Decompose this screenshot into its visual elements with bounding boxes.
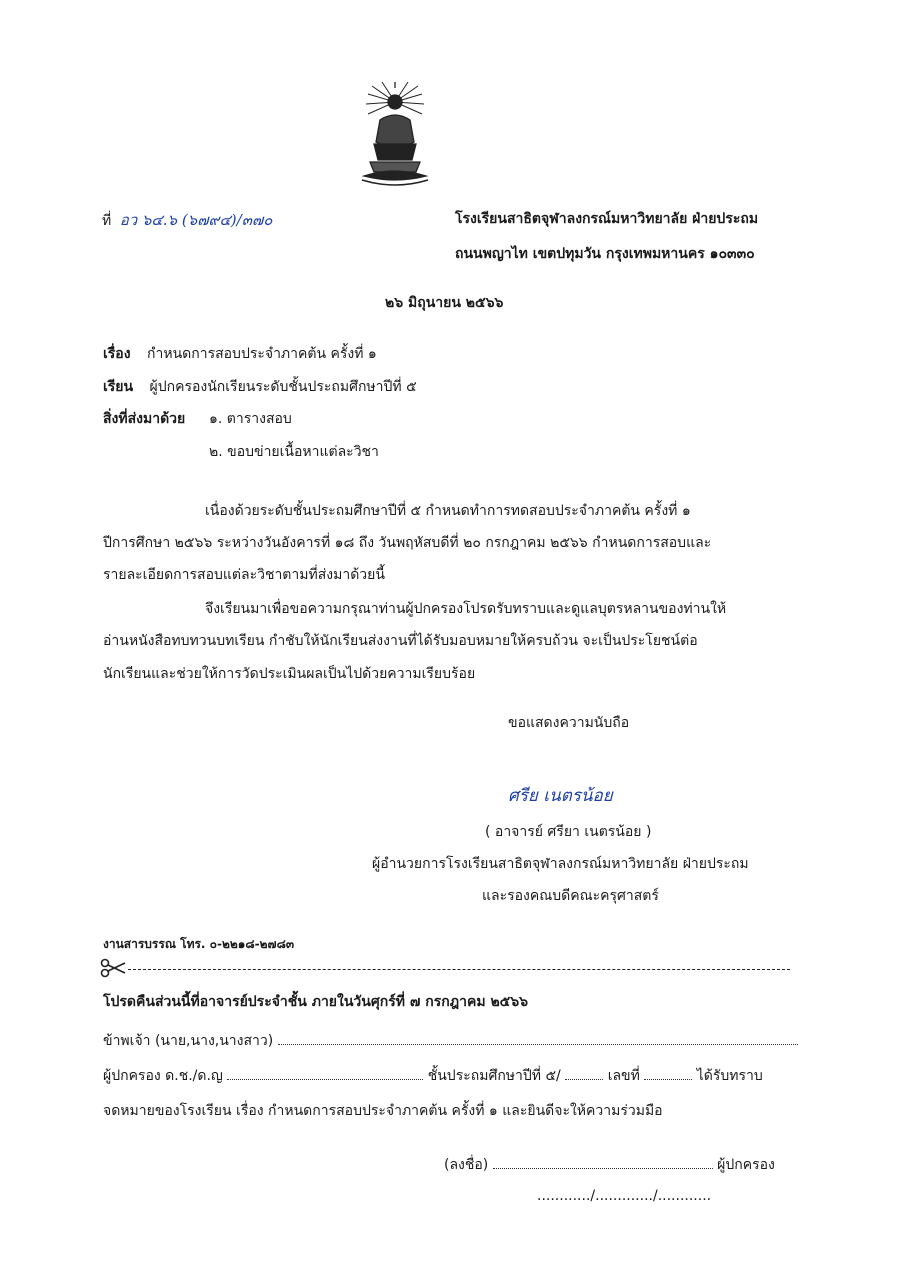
chulalongkorn-emblem-icon bbox=[360, 80, 430, 190]
student-number-label: เลขที่ bbox=[607, 1068, 640, 1084]
reference-label: ที่ bbox=[102, 213, 112, 229]
slip-line-2 bbox=[103, 1065, 763, 1087]
subject-text: กำหนดการสอบประจำภาคต้น ครั้งที่ ๑ bbox=[147, 346, 377, 362]
student-name-label: ผู้ปกครอง ด.ช./ด.ญ bbox=[103, 1068, 223, 1084]
body-paragraph-1-line-3: รายละเอียดการสอบแต่ละวิชาตามที่ส่งมาด้วยนี้ bbox=[103, 567, 385, 583]
signature-date-field[interactable]: ............/............./............ bbox=[537, 1188, 712, 1204]
class-label: ชั้นประถมศึกษาปีที่ ๕/ bbox=[427, 1068, 561, 1084]
scissors-icon bbox=[100, 958, 126, 978]
letter-date: ๒๖ มิถุนายน ๒๕๖๖ bbox=[385, 295, 504, 311]
slip-line-1 bbox=[103, 1030, 798, 1052]
signatory-title-2: และรองคณบดีคณะครุศาสตร์ bbox=[482, 888, 659, 904]
student-number-field[interactable] bbox=[644, 1065, 692, 1080]
closing-phrase: ขอแสดงความนับถือ bbox=[508, 715, 630, 731]
body-paragraph-2-line-1: จึงเรียนมาเพื่อขอความกรุณาท่านผู้ปกครองโปรดรับทราบและดูแลบุตรหลานของท่านให้ bbox=[205, 601, 727, 617]
enclosures-line bbox=[103, 408, 292, 430]
parent-signature-field[interactable] bbox=[493, 1154, 713, 1169]
school-name: โรงเรียนสาธิตจุฬาลงกรณ์มหาวิทยาลัย ฝ่ายประถม bbox=[455, 211, 759, 227]
return-notice: โปรดคืนส่วนนี้ที่อาจารย์ประจำชั้น ภายในวันศุกร์ที่ ๗ กรกฎาคม ๒๕๖๖ bbox=[103, 994, 529, 1010]
student-name-field[interactable] bbox=[227, 1065, 423, 1080]
signature-handwritten: ศรีย เนตรน้อย bbox=[508, 786, 613, 806]
slip-line-3: จดหมายของโรงเรียน เรื่อง กำหนดการสอบประจำภาคต้น ครั้งที่ ๑ และยินดีจะให้ความร่วมมือ bbox=[103, 1103, 663, 1119]
cut-line bbox=[128, 969, 790, 970]
body-paragraph-1-line-2: ปีการศึกษา ๒๕๖๖ ระหว่างวันอังคารที่ ๑๘ ถึง วันพฤหัสบดีที่ ๒๐ กรกฎาคม ๒๕๖๖ กำหนดการสอบและ bbox=[103, 535, 712, 551]
recipient-line bbox=[103, 376, 417, 398]
signatory-name: ( อาจารย์ ศรียา เนตรน้อย ) bbox=[485, 824, 652, 840]
signature-label: (ลงชื่อ) bbox=[444, 1157, 489, 1173]
reference-number bbox=[102, 208, 272, 232]
parent-name-label: ข้าพเจ้า (นาย,นาง,นางสาว) bbox=[103, 1033, 274, 1049]
recipient-label: เรียน bbox=[103, 379, 134, 395]
school-address: ถนนพญาไท เขตปทุมวัน กรุงเทพมหานคร ๑๐๓๓๐ bbox=[455, 246, 755, 262]
body-paragraph-2-line-2: อ่านหนังสือทบทวนบทเรียน กำชับให้นักเรียนส่งงานที่ได้รับมอบหมายให้ครบถ้วน จะเป็นประโยชน์ต่อ bbox=[103, 633, 698, 649]
signatory-title: ผู้อำนวยการโรงเรียนสาธิตจุฬาลงกรณ์มหาวิทยาลัย ฝ่ายประถม bbox=[372, 856, 749, 872]
recipient-text: ผู้ปกครองนักเรียนระดับชั้นประถมศึกษาปีที่ ๕ bbox=[149, 379, 417, 395]
enclosure-item: ๒. ขอบข่ายเนื้อหาแต่ละวิชา bbox=[209, 444, 379, 460]
class-room-field[interactable] bbox=[565, 1065, 603, 1080]
subject-label: เรื่อง bbox=[103, 346, 131, 362]
parent-signature-line bbox=[444, 1154, 775, 1176]
reference-handwritten: อว ๖๔.๖ (๖๗๙๔)/๓๗๐ bbox=[119, 211, 273, 229]
body-paragraph-1-line-1: เนื่องด้วยระดับชั้นประถมศึกษาปีที่ ๕ กำหนดทำการทดสอบประจำภาคต้น ครั้งที่ ๑ bbox=[205, 503, 691, 519]
enclosure-item: ๑. ตารางสอบ bbox=[209, 411, 292, 427]
contact-phone: งานสารบรรณ โทร. ๐-๒๒๑๘-๒๗๘๓ bbox=[103, 937, 295, 951]
enclosures-label: สิ่งที่ส่งมาด้วย bbox=[103, 411, 186, 427]
subject-line bbox=[103, 343, 377, 365]
body-paragraph-2-line-3: นักเรียนและช่วยให้การวัดประเมินผลเป็นไปด้วยความเรียบร้อย bbox=[103, 666, 476, 682]
parent-name-field[interactable] bbox=[278, 1030, 798, 1045]
parent-role-label: ผู้ปกครอง bbox=[717, 1157, 775, 1173]
acknowledged-label: ได้รับทราบ bbox=[696, 1068, 763, 1084]
